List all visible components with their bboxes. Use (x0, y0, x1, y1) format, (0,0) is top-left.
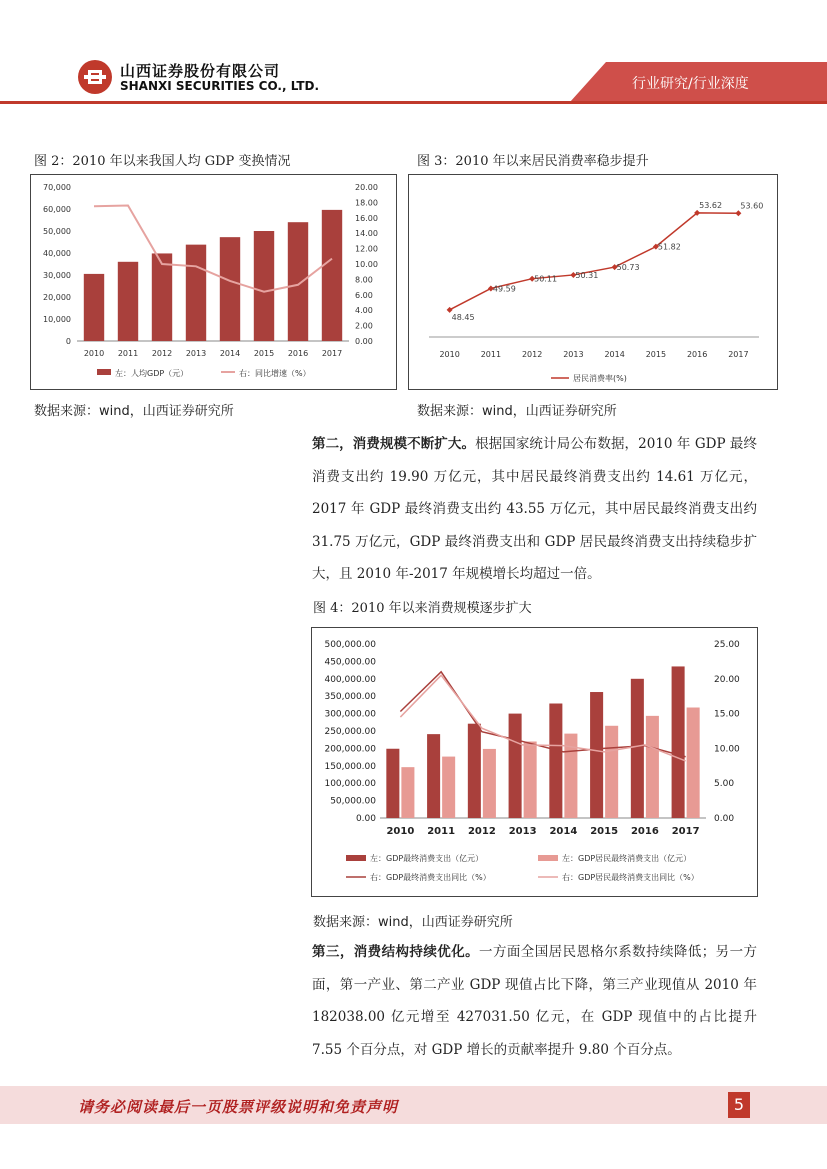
x-tick-label: 2012 (521, 350, 543, 359)
x-tick-label: 2012 (151, 349, 173, 358)
y-tick-right: 5.00 (714, 779, 735, 790)
data-label: 50.11 (534, 274, 558, 284)
paragraph-consumption-scale (312, 428, 757, 591)
data-label: 48.45 (451, 312, 475, 322)
data-label: 51.82 (657, 242, 681, 252)
y-tick-right: 15.00 (714, 709, 740, 720)
x-tick-label: 2010 (439, 350, 460, 359)
y-tick-left: 0 (65, 337, 71, 346)
y-tick-right: 4.00 (355, 306, 373, 316)
bar-household-consumption (442, 757, 455, 818)
y-tick-right: 20.00 (355, 183, 378, 192)
legend-label: 右：GDP居民最终消费支出同比（%） (562, 873, 699, 882)
bar-final-consumption (672, 666, 685, 818)
y-tick-left: 60,000 (43, 205, 71, 214)
company-name-cn: 山西证券股份有限公司 (120, 62, 281, 80)
bar-household-consumption (524, 742, 537, 818)
fig2-source: 数据来源：wind，山西证券研究所 (34, 404, 234, 419)
y-tick-left: 40,000 (43, 249, 71, 258)
y-tick-right: 20.00 (714, 674, 740, 685)
y-tick-left: 300,000.00 (324, 709, 376, 720)
paragraph-body: 根据国家统计局公布数据，2010 年 GDP 最终消费支出约 19.90 万亿元，其中居民最终消费支出约 14.61 万亿元，2017 年 GDP 最终消费支出约 43.55 万亿元，其中居民最终消费支出约 31.75 万亿元，GDP 最终消费支出和 GDP 居民最终消费支出持续稳步扩大，且 2010 年-2017 年规模增长均超过一倍。 (312, 436, 758, 582)
x-tick-label: 2013 (563, 350, 584, 359)
fig2-title: 图 2：2010 年以来我国人均 GDP 变换情况 (34, 154, 291, 169)
legend-swatch-bar (97, 369, 111, 375)
y-tick-left: 0.00 (355, 814, 376, 824)
x-tick-label: 2015 (645, 350, 667, 359)
bar-final-consumption (509, 714, 522, 818)
fig3-source: 数据来源：wind，山西证券研究所 (417, 404, 617, 419)
x-tick-label: 2017 (671, 826, 700, 837)
data-label: 53.62 (699, 200, 723, 210)
y-tick-left: 450,000.00 (324, 657, 376, 668)
bar-household-consumption (483, 749, 496, 818)
y-tick-right: 8.00 (355, 275, 373, 285)
x-tick-label: 2011 (480, 350, 502, 359)
x-tick-label: 2014 (604, 350, 625, 359)
bar-household-consumption (687, 708, 700, 818)
fig2-chart (31, 175, 396, 389)
legend-label: 左：人均GDP（元） (115, 369, 189, 378)
fig4-chart (312, 628, 757, 896)
y-tick-left: 100,000.00 (324, 779, 376, 790)
fig4-title: 图 4：2010 年以来消费规模逐步扩大 (313, 601, 532, 616)
data-label: 50.31 (575, 270, 599, 280)
x-tick-label: 2014 (219, 349, 241, 358)
paragraph-lead: 第三，消费结构持续优化。 (312, 944, 480, 960)
y-tick-right: 25.00 (714, 640, 740, 650)
bar-final-consumption (549, 704, 562, 818)
x-tick-label: 2011 (427, 826, 456, 837)
header-rule (0, 101, 827, 104)
bar-household-consumption (646, 716, 659, 818)
bar-per-capita-gdp (152, 253, 172, 341)
x-tick-label: 2016 (630, 826, 659, 837)
footer-disclaimer: 请务必阅读最后一页股票评级说明和免责声明 (78, 1098, 399, 1116)
paragraph-lead: 第二，消费规模不断扩大。 (312, 436, 476, 452)
bar-final-consumption (631, 679, 644, 818)
x-tick-label: 2015 (590, 826, 619, 837)
data-label: 49.59 (492, 284, 516, 294)
y-tick-left: 70,000 (43, 183, 71, 192)
x-tick-label: 2011 (117, 349, 139, 358)
y-tick-right: 14.00 (355, 229, 378, 239)
paragraph-consumption-structure (312, 936, 757, 1066)
y-tick-right: 12.00 (355, 244, 378, 254)
y-tick-right: 0.00 (714, 814, 735, 824)
logo-inner (88, 70, 102, 84)
y-tick-right: 10.00 (355, 260, 378, 269)
legend-label: 右：GDP最终消费支出同比（%） (370, 873, 491, 882)
legend-swatch-bar-light (538, 855, 558, 861)
bar-final-consumption (590, 692, 603, 818)
bar-final-consumption (468, 724, 481, 818)
legend-swatch-bar-dark (346, 855, 366, 861)
fig3-box (408, 174, 778, 390)
bar-per-capita-gdp (84, 274, 104, 341)
x-tick-label: 2017 (728, 350, 749, 359)
y-tick-left: 500,000.00 (324, 640, 376, 650)
y-tick-right: 18.00 (355, 198, 378, 208)
page-number: 5 (728, 1092, 750, 1118)
legend-label: 居民消费率(%) (573, 374, 627, 383)
y-tick-left: 350,000.00 (324, 692, 376, 703)
bar-per-capita-gdp (322, 210, 342, 341)
bar-household-consumption (605, 726, 618, 818)
y-tick-left: 150,000.00 (324, 761, 376, 772)
y-tick-left: 400,000.00 (324, 674, 376, 685)
bar-per-capita-gdp (254, 231, 274, 341)
data-label: 50.73 (616, 263, 640, 273)
x-tick-label: 2012 (467, 826, 496, 837)
x-tick-label: 2013 (508, 826, 537, 837)
x-tick-label: 2017 (321, 349, 343, 358)
x-tick-label: 2014 (549, 826, 578, 837)
legend-label: 右：同比增速（%） (239, 369, 311, 378)
y-tick-left: 250,000.00 (324, 727, 376, 737)
y-tick-left: 50,000.00 (330, 796, 376, 807)
company-name-en: SHANXI SECURITIES CO., LTD. (120, 79, 320, 93)
y-tick-right: 0.00 (355, 337, 373, 346)
y-tick-right: 2.00 (355, 321, 373, 331)
x-tick-label: 2013 (185, 349, 207, 358)
x-tick-label: 2015 (253, 349, 275, 358)
fig3-title: 图 3：2010 年以来居民消费率稳步提升 (417, 154, 649, 169)
legend-label: 左：GDP最终消费支出（亿元） (370, 854, 484, 863)
x-tick-label: 2016 (686, 350, 708, 359)
bar-household-consumption (401, 767, 414, 818)
y-tick-left: 20,000 (43, 293, 71, 302)
y-tick-right: 6.00 (355, 290, 373, 300)
paragraph-body: 一方面全国居民恩格尔系数持续降低；另一方面，第一产业、第二产业 GDP 现值占比下降，第三产业现值从 2010 年 182038.00 亿元增至 427031.50 亿元，在 GDP 现值中的占比提升 7.55 个百分点，对 GDP 增长的贡献率提升 9.80 个百分点。 (312, 944, 758, 1058)
bar-per-capita-gdp (220, 237, 240, 341)
legend-label: 左：GDP居民最终消费支出（亿元） (562, 854, 692, 863)
bar-per-capita-gdp (118, 262, 138, 341)
fig4-source: 数据来源：wind，山西证券研究所 (313, 915, 513, 930)
x-tick-label: 2016 (287, 349, 309, 358)
data-point-marker (735, 210, 741, 216)
fig3-chart (409, 175, 777, 389)
bar-final-consumption (386, 749, 399, 818)
y-tick-left: 50,000 (43, 227, 71, 236)
y-tick-right: 10.00 (714, 744, 740, 755)
fig4-box (311, 627, 758, 897)
bar-per-capita-gdp (186, 245, 206, 341)
line-consumption-rate (450, 213, 739, 310)
fig2-box (30, 174, 397, 390)
x-tick-label: 2010 (83, 349, 105, 358)
data-label: 53.60 (740, 201, 764, 211)
y-tick-right: 16.00 (355, 213, 378, 223)
y-tick-left: 200,000.00 (324, 744, 376, 755)
x-tick-label: 2010 (386, 826, 415, 837)
y-tick-left: 10,000 (43, 315, 71, 324)
section-label: 行业研究/行业深度 (632, 76, 749, 92)
bar-per-capita-gdp (288, 222, 308, 341)
y-tick-left: 30,000 (43, 271, 71, 280)
bar-final-consumption (427, 734, 440, 818)
